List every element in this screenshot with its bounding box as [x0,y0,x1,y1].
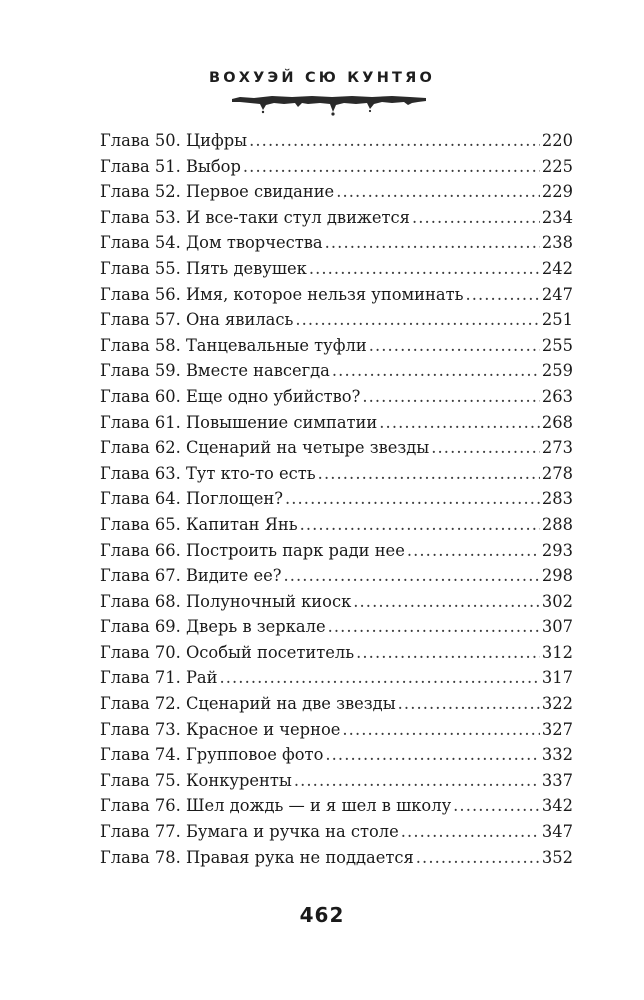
toc-dot-leader [295,307,540,333]
toc-entry [100,256,573,282]
toc-entry-title: Глава 70. Особый посетитель [100,642,355,662]
toc-entry [100,282,573,308]
toc-dot-leader [332,358,540,384]
toc-entry-title: Глава 68. Полуночный киоск [100,591,352,611]
toc-entry-title: Глава 52. Первое свидание [100,182,335,202]
toc-entry [100,410,573,436]
toc-entry [100,819,573,845]
toc-entry [100,154,573,180]
toc-entry-title: Глава 75. Конкуренты [100,770,292,790]
toc-dot-leader [300,512,540,538]
toc-entry-title: Глава 76. Шел дождь — и я шел в школу [100,796,452,816]
toc-entry [100,717,573,743]
toc-entry [100,358,573,384]
toc-entry-title: Глава 60. Еще одно убийство? [100,386,361,406]
toc-entry [100,691,573,717]
toc-dot-leader [336,179,540,205]
toc-entry-page: 263 [541,386,573,406]
toc-entry-page: 317 [541,668,573,688]
toc-entry-page: 251 [541,310,573,330]
toc-entry [100,742,573,768]
toc-dot-leader [356,640,540,666]
toc-entry-title: Глава 53. И все-таки стул движется [100,207,410,227]
toc-dot-leader [407,538,540,564]
toc-entry-page: 283 [541,489,573,509]
toc-entry-title: Глава 50. Цифры [100,131,248,150]
toc-entry [100,563,573,589]
toc-dot-leader [294,768,540,794]
toc-entry [100,512,573,538]
toc-entry-page: 229 [541,182,573,202]
toc-dot-leader [243,154,540,180]
toc-entry-title: Глава 62. Сценарий на четыре звезды [100,438,430,458]
toc-entry-page: 352 [541,847,573,867]
toc-dot-leader [249,128,540,154]
toc-entry-title: Глава 66. Построить парк ради нее [100,540,405,560]
toc-entry-page: 307 [541,617,573,637]
toc-entry [100,640,573,666]
toc-entry-title: Глава 56. Имя, которое нельзя упоминать [100,284,464,304]
toc-dot-leader [431,435,540,461]
toc-entry-page: 225 [541,156,573,176]
toc-entry-title: Глава 51. Выбор [100,156,241,176]
toc-entry [100,614,573,640]
ink-drip-ornament-icon [232,92,426,118]
toc-entry [100,589,573,615]
toc-entry-title: Глава 69. Дверь в зеркале [100,617,326,637]
toc-entry [100,333,573,359]
toc-entry-title: Глава 59. Вместе навсегда [100,361,330,381]
toc-entry-title: Глава 61. Повышение симпатии [100,412,378,432]
toc-entry-page: 234 [541,207,573,227]
toc-entry-title: Глава 57. Она явилась [100,310,294,330]
toc-entry [100,538,573,564]
toc-dot-leader [325,230,540,256]
toc-entry-title: Глава 67. Видите ее? [100,566,282,586]
toc-dot-leader [285,486,540,512]
toc-entry-page: 268 [541,412,573,432]
toc-entry-title: Глава 72. Сценарий на две звезды [100,694,396,714]
toc-dot-leader [342,717,540,743]
toc-entry-title: Глава 55. Пять девушек [100,258,307,278]
toc-entry-page: 337 [541,770,573,790]
toc-dot-leader [401,819,540,845]
toc-entry-title: Глава 74. Групповое фото [100,745,324,765]
toc-entry [100,461,573,487]
toc-entry-title: Глава 73. Красное и черное [100,719,341,739]
toc-entry-page: 238 [541,233,573,253]
toc-entry-page: 247 [541,284,573,304]
toc-dot-leader [362,384,540,410]
toc-entry-title: Глава 78. Правая рука не поддается [100,847,414,867]
toc-entry-page: 242 [541,258,573,278]
toc-entry-page: 322 [541,694,573,714]
toc-entry-title: Глава 54. Дом творчества [100,233,323,253]
toc-dot-leader [465,282,539,308]
toc-entry-page: 302 [541,591,573,611]
toc-dot-leader [283,563,539,589]
toc-entry [100,230,573,256]
toc-entry [100,128,573,154]
toc-dot-leader [318,461,540,487]
page-number: 462 [299,903,345,927]
toc-entry [100,435,573,461]
toc-entry-title: Глава 65. Капитан Янь [100,514,298,534]
toc-entry [100,665,573,691]
toc-entry-page: 342 [541,796,573,816]
toc-dot-leader [325,742,540,768]
toc-entry [100,768,573,794]
toc-entry-page: 220 [541,131,573,150]
toc-dot-leader [416,845,540,871]
toc-entry-title: Глава 71. Рай [100,668,218,688]
toc-entry-page: 255 [541,335,573,355]
toc-dot-leader [398,691,540,717]
toc-entry [100,845,573,871]
toc-entry [100,205,573,231]
toc-entry [100,179,573,205]
toc-entry [100,486,573,512]
toc-dot-leader [369,333,540,359]
toc-entry-page: 278 [541,463,573,483]
running-title: ВОХУЭЙ СЮ КУНТЯО [208,70,436,86]
toc-dot-leader [379,410,540,436]
table-of-contents [100,128,573,870]
toc-entry-title: Глава 77. Бумага и ручка на столе [100,822,399,842]
toc-entry-page: 332 [541,745,573,765]
toc-entry-title: Глава 58. Танцевальные туфли [100,335,367,355]
toc-entry [100,384,573,410]
toc-dot-leader [328,614,540,640]
toc-entry-page: 347 [541,822,573,842]
toc-entry-page: 312 [541,642,573,662]
toc-entry-page: 259 [541,361,573,381]
toc-dot-leader [353,589,540,615]
toc-entry-title: Глава 63. Тут кто-то есть [100,463,316,483]
toc-dot-leader [309,256,540,282]
toc-entry-page: 288 [541,514,573,534]
toc-dot-leader [453,793,540,819]
toc-dot-leader [412,205,540,231]
toc-entry-page: 298 [541,566,573,586]
toc-entry [100,307,573,333]
toc-entry-page: 327 [541,719,573,739]
toc-entry-title: Глава 64. Поглощен? [100,489,283,509]
toc-entry [100,793,573,819]
toc-entry-page: 293 [541,540,573,560]
toc-entry-page: 273 [541,438,573,458]
toc-dot-leader [219,665,539,691]
